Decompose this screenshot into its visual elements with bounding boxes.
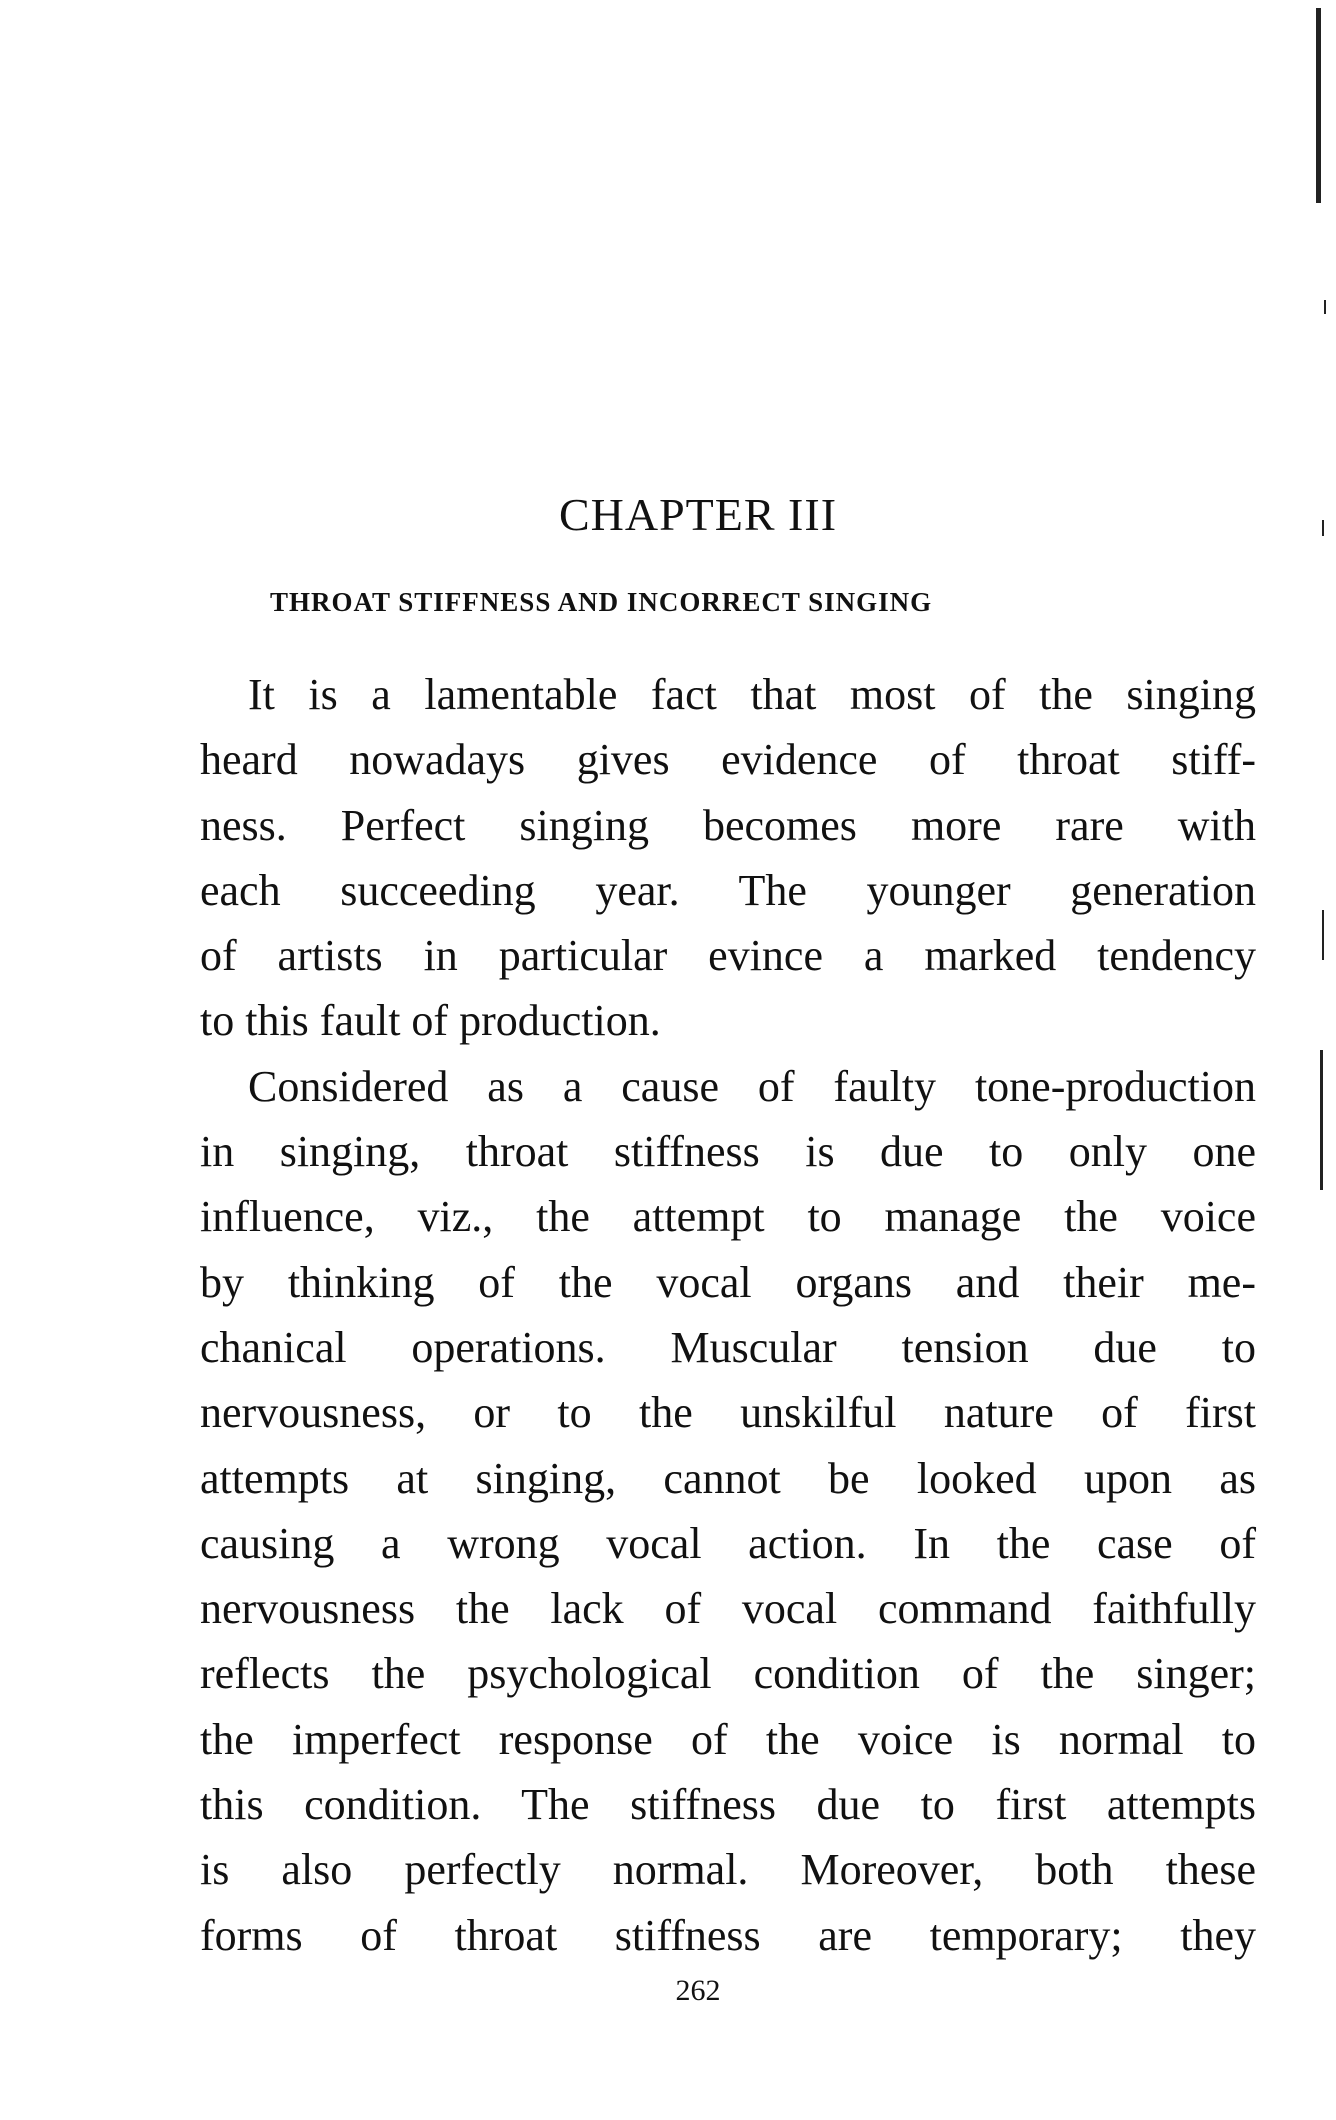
text-line: reflects the psychological condition of the singer; (200, 1649, 1256, 1699)
body-text (200, 662, 1256, 1968)
text-line: chanical operations. Muscular tension due to (200, 1322, 1256, 1372)
text-line: attempts at singing, cannot be looked upon as (200, 1453, 1256, 1503)
text-line: of artists in particular evince a marked tendency (200, 931, 1256, 981)
text-line: nervousness, or to the unskilful nature of first (200, 1388, 1256, 1438)
text-line: forms of throat stiffness are temporary; they (200, 1910, 1256, 1960)
page-number: 262 (675, 1974, 721, 2007)
scan-edge-mark (1316, 8, 1321, 203)
text-line: this condition. The stiffness due to first attempts (200, 1780, 1256, 1830)
text-line: by thinking of the vocal organs and their me- (200, 1257, 1256, 1307)
text-line: heard nowadays gives evidence of throat stiff- (200, 735, 1256, 785)
chapter-subtitle: THROAT STIFFNESS AND INCORRECT SINGING (270, 587, 933, 617)
text-line: the imperfect response of the voice is normal to (200, 1714, 1256, 1764)
text-line: each succeeding year. The younger generation (200, 865, 1256, 915)
text-line: nervousness the lack of vocal command faithfully (200, 1584, 1256, 1634)
text-line: causing a wrong vocal action. In the case of (200, 1518, 1256, 1568)
text-line: to this fault of production. (200, 996, 661, 1046)
text-line: It is a lamentable fact that most of the singing (248, 670, 1256, 719)
text-line: influence, viz., the attempt to manage the voice (200, 1192, 1256, 1242)
scan-edge-mark (1324, 300, 1326, 314)
text-line: ness. Perfect singing becomes more rare with (200, 800, 1256, 850)
scan-edge-mark (1322, 910, 1324, 960)
text-line: Considered as a cause of faulty tone-production (248, 1061, 1256, 1111)
text-line: is also perfectly normal. Moreover, both these (200, 1845, 1256, 1895)
chapter-heading: CHAPTER III (558, 489, 838, 540)
text-line: in singing, throat stiffness is due to only one (200, 1127, 1256, 1177)
scan-edge-mark (1320, 1050, 1323, 1190)
